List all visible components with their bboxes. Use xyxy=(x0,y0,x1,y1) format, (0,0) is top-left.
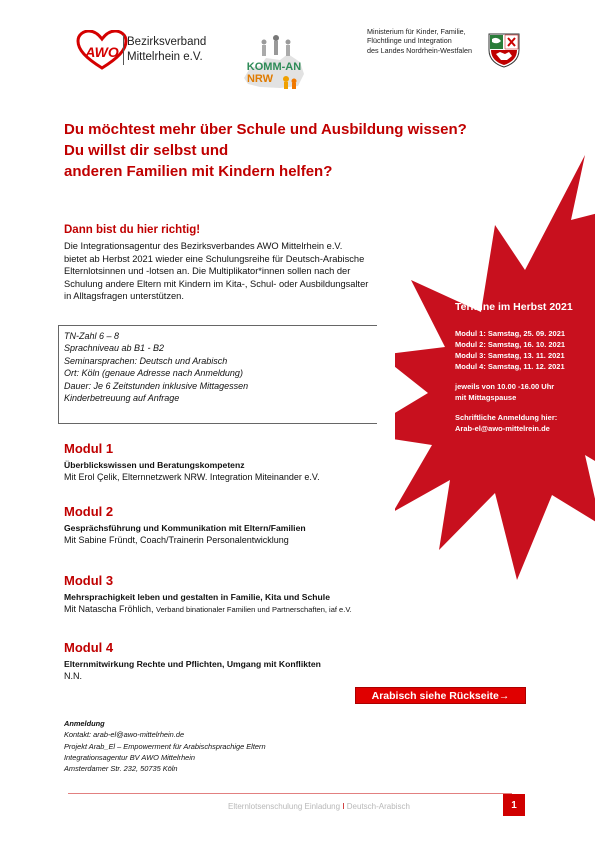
intro-paragraph xyxy=(64,240,424,303)
modul-title: Modul 4 xyxy=(64,640,114,655)
termine-title: Termine im Herbst 2021 xyxy=(455,301,573,313)
modul-trainer: N.N. xyxy=(64,671,82,681)
termin-date: Modul 2: Samstag, 16. 10. 2021 xyxy=(455,340,566,349)
arabic-backside-label: Arabisch siehe Rückseite xyxy=(371,689,499,702)
termin-time: mit Mittagspause xyxy=(455,393,517,402)
termin-date: Modul 3: Samstag, 13. 11. 2021 xyxy=(455,351,565,360)
modul-trainer: Mit Sabine Fründt, Coach/Trainerin Personalentwicklung xyxy=(64,535,289,545)
modul-title: Modul 1 xyxy=(64,441,114,456)
info-line: Ort: Köln (genaue Adresse nach Anmeldung) xyxy=(64,368,243,379)
footer-left: Elternlotsenschulung Einladung xyxy=(228,802,343,811)
intro-title: Dann bist du hier richtig! xyxy=(64,224,201,236)
modul-subtitle: Elternmitwirkung Rechte und Pflichten, Umgang mit Konflikten xyxy=(64,659,321,669)
anmeldung-line: Amsterdamer Str. 232, 50735 Köln xyxy=(64,764,178,774)
info-box-lines xyxy=(64,330,248,404)
modul-3 xyxy=(64,573,352,614)
info-line: Kinderbetreuung auf Anfrage xyxy=(64,393,180,404)
modul-1 xyxy=(64,441,320,482)
intro-line: bietet ab Herbst 2021 wieder eine Schulungsreihe für Deutsch-Arabische xyxy=(64,253,365,264)
page-number: 1 xyxy=(503,794,525,816)
anmeldung-title: Anmeldung xyxy=(64,719,105,728)
intro-line: Elternlotsinnen und -lotsen an. Die Multiplikator*innen sollen nach der xyxy=(64,266,351,277)
arabic-backside-button[interactable] xyxy=(355,687,526,704)
termin-date: Modul 1: Samstag, 25. 09. 2021 xyxy=(455,329,566,338)
intro-line: Die Integrationsagentur des Bezirksverbandes AWO Mittelrhein e.V. xyxy=(64,241,343,251)
footer-separator: I xyxy=(342,802,345,811)
awo-line2: Mittelrhein e.V. xyxy=(127,51,203,63)
ministry-line: des Landes Nordrhein-Westfalen xyxy=(367,45,472,55)
nrw-crest-icon xyxy=(487,32,521,68)
termin-date: Modul 4: Samstag, 11. 12. 2021 xyxy=(455,362,565,371)
modul-subtitle: Gesprächsführung und Kommunikation mit Eltern/Familien xyxy=(64,523,306,533)
headline-line: Du willst dir selbst und xyxy=(64,142,229,159)
info-line: Sprachniveau ab B1 - B2 xyxy=(64,343,165,354)
modul-title: Modul 3 xyxy=(64,573,114,588)
modul-trainer: Mit Erol Çelik, Elternnetzwerk NRW. Integration Miteinander e.V. xyxy=(64,472,320,482)
nrw-text: NRW xyxy=(246,73,274,85)
footer-divider xyxy=(68,793,512,794)
intro-line: Schulung andere Eltern mit Kindern im Kita-, Schul- oder Ausbildungsalter xyxy=(64,278,369,289)
info-line: TN-Zahl 6 – 8 xyxy=(64,331,120,341)
komm-an-text: KOMM-AN xyxy=(246,61,302,73)
awo-organization-name xyxy=(127,35,206,65)
anmeldung-contact[interactable]: Kontakt: arab-el@awo-mittelrhein.de xyxy=(64,730,185,740)
headline-line: Du möchtest mehr über Schule und Ausbildung wissen? xyxy=(64,121,467,138)
ministry-line: Flüchtlinge und Integration xyxy=(367,36,452,46)
intro-line: in Alltagsfragen unterstützen. xyxy=(64,291,184,302)
awo-heart-logo xyxy=(76,30,128,70)
modul-trainer-org: Verband binationaler Familien und Partnerschaften, iaf e.V. xyxy=(156,605,352,614)
termin-email[interactable]: Arab-el@awo-mittelrein.de xyxy=(455,424,550,433)
termine-list xyxy=(455,328,565,434)
footer-right: Deutsch-Arabisch xyxy=(344,802,410,811)
footer-text xyxy=(228,802,410,811)
termin-time: jeweils von 10.00 -16.00 Uhr xyxy=(455,382,555,391)
info-line: Dauer: Je 6 Zeitstunden inklusive Mittagessen xyxy=(64,380,249,391)
modul-2 xyxy=(64,504,306,545)
arrow-right-icon: → xyxy=(498,689,510,702)
headline-line: anderen Familien mit Kindern helfen? xyxy=(64,163,333,180)
modul-trainer xyxy=(64,604,352,614)
awo-line1: Bezirksverband xyxy=(127,36,207,48)
komm-an-nrw-logo xyxy=(236,32,312,90)
modul-trainer-name: Mit Natascha Fröhlich, xyxy=(64,604,157,614)
anmeldung-line: Projekt Arab_El – Empowerment für Arabischsprachige Eltern xyxy=(64,741,266,751)
anmeldung-line: Integrationsagentur BV AWO Mittelrhein xyxy=(64,752,196,762)
ministry-line: Ministerium für Kinder, Familie, xyxy=(367,27,466,36)
modul-title: Modul 2 xyxy=(64,504,114,519)
termin-anmeldung: Schriftliche Anmeldung hier: xyxy=(455,413,558,422)
modul-subtitle: Überblickswissen und Beratungskompetenz xyxy=(64,460,245,470)
awo-logo-text: AWO xyxy=(85,44,119,60)
modul-4 xyxy=(64,640,321,681)
anmeldung-block xyxy=(64,718,266,774)
modul-subtitle: Mehrsprachigkeit leben und gestalten in Familie, Kita und Schule xyxy=(64,592,330,602)
info-line: Seminarsprachen: Deutsch und Arabisch xyxy=(64,355,228,366)
headline xyxy=(64,119,467,182)
ministry-name xyxy=(367,27,472,55)
